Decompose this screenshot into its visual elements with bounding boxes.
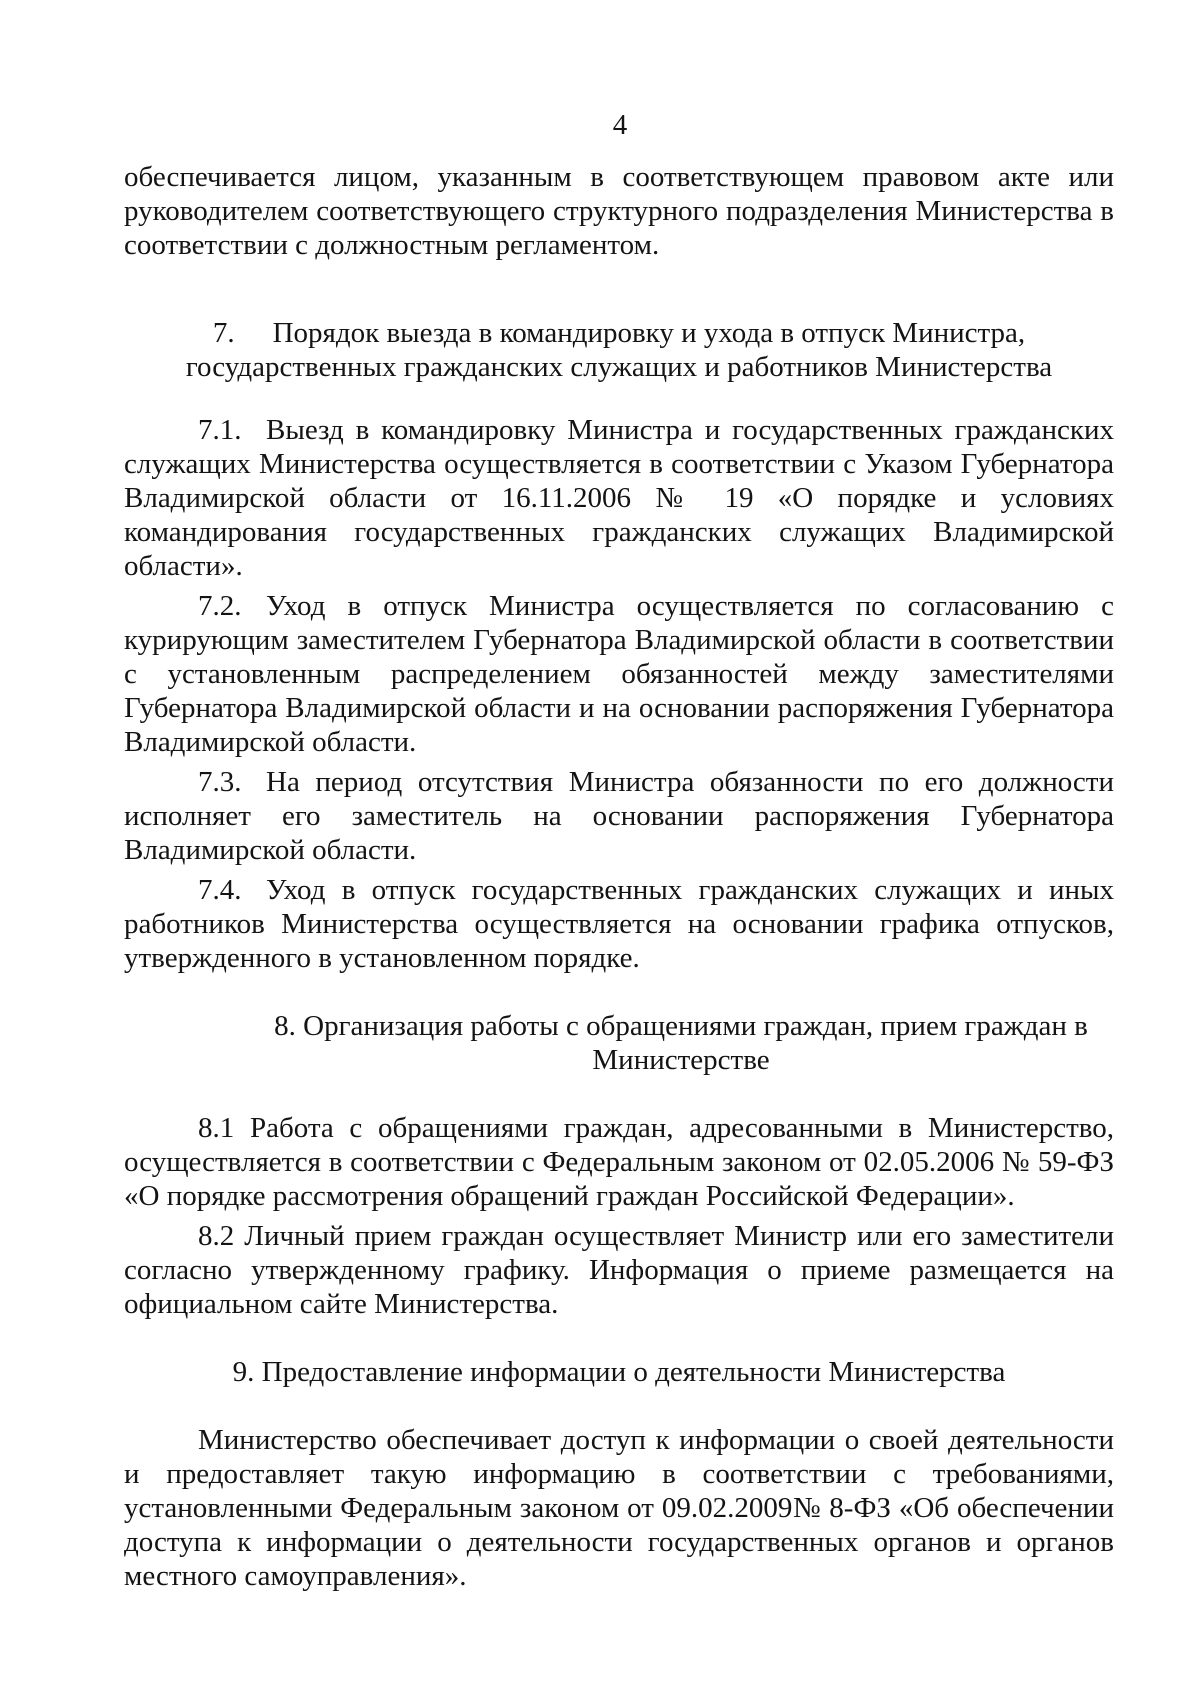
- paragraph-8-2: 8.2 Личный прием граждан осуществляет Министр или его заместители согласно утвержденному графику. Информация о приеме размещается на официальном сайте Министерства.: [124, 1220, 1114, 1320]
- section-8-heading: [124, 1009, 1114, 1077]
- section-7-number: 7.: [212, 317, 235, 349]
- paragraph-7-4: [124, 873, 1114, 975]
- paragraph-9: Министерство обеспечивает доступ к информации о своей деятельности и предоставляет такую информацию в соответствии с требованиями, установленными Федеральным законом от 09.02.2009№ 8-ФЗ «Об обеспечении доступа к информации о деятельности государственных органов и органов местного самоуправления».: [124, 1424, 1114, 1592]
- page-number: 4: [612, 109, 628, 141]
- intro-paragraph: обеспечивается лицом, указанным в соответствующем правовом акте или руководителем соответствующего структурного подразделения Министерства в соответствии с должностным регламентом.: [124, 161, 1114, 261]
- document-body: [124, 160, 1114, 1593]
- paragraph-7-3-number: 7.3.: [198, 766, 242, 798]
- paragraph-7-2: [124, 589, 1114, 759]
- paragraph-7-3-text: На период отсутствия Министра обязанности по его должности исполняет его заместитель на основании распоряжения Губернатора Владимирской области.: [124, 766, 1114, 866]
- paragraph-7-1-number: 7.1.: [198, 414, 242, 446]
- paragraph-7-4-text: Уход в отпуск государственных гражданских служащих и иных работников Министерства осуществляется на основании графика отпусков, утвержденного в установленном порядке.: [124, 874, 1114, 974]
- paragraph-7-1: [124, 413, 1114, 583]
- paragraph-8-1: 8.1 Работа с обращениями граждан, адресованными в Министерство, осуществляется в соответствии с Федеральным законом от 02.05.2006 № 59-ФЗ «О порядке рассмотрения обращений граждан Российской Федерации».: [124, 1112, 1114, 1212]
- paragraph-7-2-text: Уход в отпуск Министра осуществляется по согласованию с курирующим заместителем Губернатора Владимирской области в соответствии с установленным распределением обязанностей между заместителями Губернатора Владимирской области и на основании распоряжения Губернатора Владимирской области.: [124, 590, 1114, 758]
- paragraph-7-3: [124, 765, 1114, 867]
- paragraph-7-1-text: Выезд в командировку Министра и государственных гражданских служащих Министерства осуществляется в соответствии с Указом Губернатора Владимирской области от 16.11.2006 № 19 «О порядке и условиях командирования государственных гражданских служащих Владимирской области».: [124, 414, 1114, 582]
- section-7-heading: [124, 316, 1114, 384]
- section-8-title-line1: 8. Организация работы с обращениями граждан, прием граждан в: [274, 1010, 1088, 1042]
- paragraph-7-2-number: 7.2.: [198, 590, 242, 622]
- section-9-heading: 9. Предоставление информации о деятельности Министерства: [232, 1356, 1006, 1388]
- section-7-title-line1: Порядок выезда в командировку и ухода в отпуск Министра,: [272, 317, 1026, 349]
- paragraph-7-4-number: 7.4.: [198, 874, 242, 906]
- section-7-title-line2: государственных гражданских служащих и работников Министерства: [185, 351, 1053, 383]
- section-8-title-line2: Министерстве: [592, 1044, 770, 1076]
